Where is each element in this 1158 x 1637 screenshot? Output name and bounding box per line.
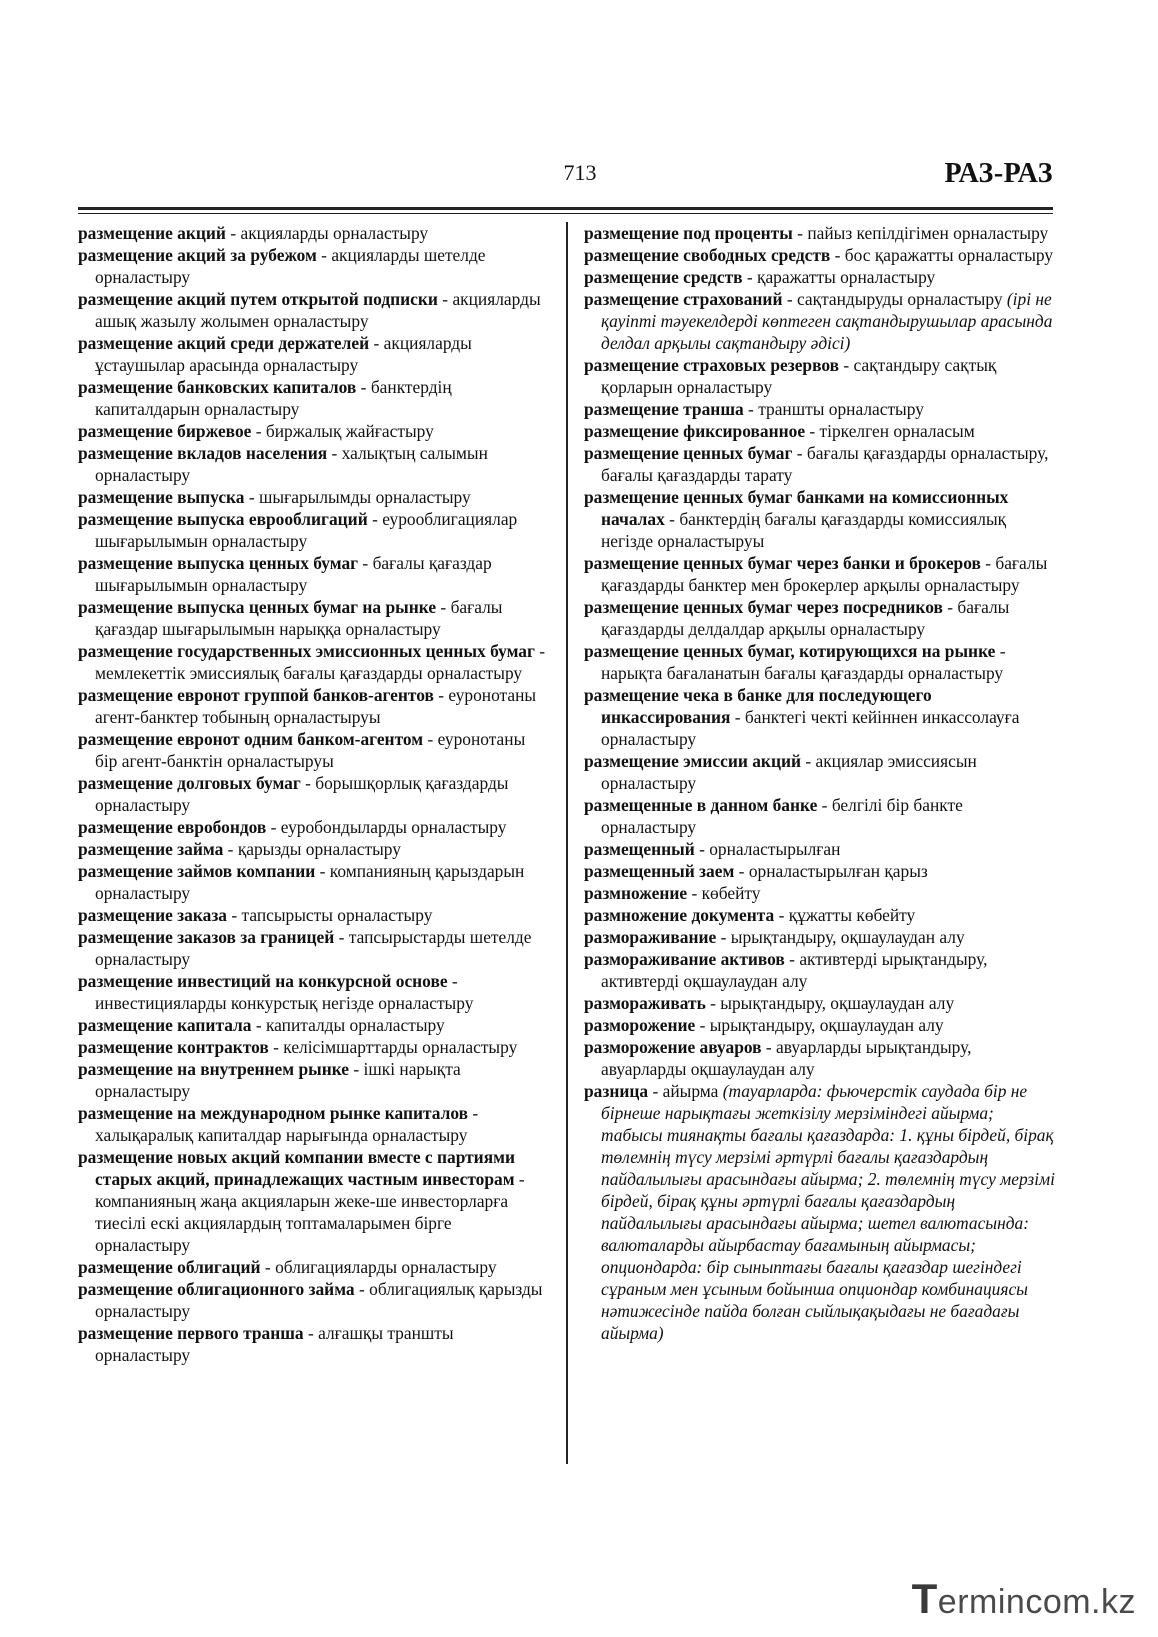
dictionary-entry: размещение заказа - тапсырысты орналастыру xyxy=(78,905,433,925)
entry-term: разница xyxy=(584,1081,649,1101)
entry-term: размещение заказа xyxy=(78,905,228,925)
dictionary-entry: размещение выпуска еврооблигаций - еурооблигациялар шығарылымын орналастыру xyxy=(78,509,518,551)
header-rule-thick xyxy=(78,207,1053,210)
dictionary-entry: размещение новых акций компании вместе с партиями старых акций, принадлежащих частным инвесторам - компанияның жаңа акцияларын жеке-ше инвесторларға тиесілі ескі акциялардың топтамаларымен бірге орналастыру xyxy=(78,1147,525,1255)
entry-definition: еурооблигациялар шығарылымын орналастыру xyxy=(95,509,518,551)
dictionary-entry: размещение акций - акцияларды орналастыру xyxy=(78,223,429,243)
entry-definition: авуарларды ырықтандыру, авуарларды оқшаулаудан алу xyxy=(601,1037,972,1079)
entry-definition: нарықта бағаланатын бағалы қағаздарды орналастыру xyxy=(601,663,1004,683)
entry-definition: алғашқы траншты орналастыру xyxy=(95,1323,454,1365)
entry-term: размещение выпуска ценных бумаг xyxy=(78,553,359,573)
entry-term: размещение займа xyxy=(78,839,224,859)
entry-definition: орналастырылған қарыз xyxy=(748,861,928,881)
dictionary-entry: размещение ценных бумаг, котирующихся на рынке - нарықта бағаланатын бағалы қағаздарды орналастыру xyxy=(584,641,1006,683)
entry-term: размещение акций путем открытой подписки xyxy=(78,289,438,309)
entry-term: разморожение xyxy=(584,1015,696,1035)
dictionary-entry: разморожение авуаров - авуарларды ырықтандыру, авуарларды оқшаулаудан алу xyxy=(584,1037,972,1079)
entry-term: размещенный заем xyxy=(584,861,735,881)
entry-definition: көбейту xyxy=(701,883,761,903)
entry-term: размещение займов компании xyxy=(78,861,316,881)
entry-term: размещение свободных средств xyxy=(584,245,831,265)
entry-definition: ырықтандыру, оқшаулаудан алу xyxy=(720,993,955,1013)
dictionary-entry: размещение займов компании - компанияның қарыздарын орналастыру xyxy=(78,861,525,903)
header-rule-thin xyxy=(78,213,1053,214)
dictionary-entry: размораживать - ырықтандыру, оқшаулаудан алу xyxy=(584,993,955,1013)
entry-definition: еуробондыларды орналастыру xyxy=(280,817,507,837)
dictionary-entry: размещение страхований - сақтандыруды орналастыру (ірі не қауіпті тәуекелдерді көптеген сақтандырушылар арасында делдал арқылы сақтандыру әдісі) xyxy=(584,289,1053,353)
entry-definition: капиталды орналастыру xyxy=(266,1015,445,1035)
dictionary-entry: размещение займа - қарызды орналастыру xyxy=(78,839,401,859)
entry-definition: орналастырылған xyxy=(709,839,841,859)
entry-term: размещенные в данном банке xyxy=(584,795,818,815)
entry-definition: бағалы қағаздарды банктер мен брокерлер арқылы орналастыру xyxy=(601,553,1048,595)
entry-definition: банктердің капиталдарын орналастыру xyxy=(95,377,452,419)
dictionary-entry: размещение ценных бумаг банками на комиссионных началах - банктердің бағалы қағаздарды комиссиялық негізде орналастыруы xyxy=(584,487,1009,551)
dictionary-entry: размещение вкладов населения - халықтың салымын орналастыру xyxy=(78,443,488,485)
dictionary-entry: размещение государственных эмиссионных ценных бумаг - мемлекеттік эмиссиялық бағалы қағаздарды орналастыру xyxy=(78,641,546,683)
entry-definition: банктегі чекті кейіннен инкассолауға орналастыру xyxy=(601,707,1020,749)
dictionary-entry: размещение фиксированное - тіркелген орналасым xyxy=(584,421,975,441)
dictionary-entry: размещение долговых бумаг - борышқорлық қағаздарды орналастыру xyxy=(78,773,509,815)
dictionary-entry: размещение чека в банке для последующего инкассирования - банктегі чекті кейіннен инкассолауға орналастыру xyxy=(584,685,1020,749)
entry-definition: мемлекеттік эмиссиялық бағалы қағаздарды орналастыру xyxy=(95,663,523,683)
dictionary-entry: размораживание активов - активтерді ырықтандыру, активтерді оқшаулаудан алу xyxy=(584,949,988,991)
entry-definition: келісімшарттарды орналастыру xyxy=(283,1037,518,1057)
entry-definition: ішкі нарықта орналастыру xyxy=(95,1059,461,1101)
entry-term: размещение на внутреннем рынке xyxy=(78,1059,350,1079)
entry-term: размещение акций среди держателей xyxy=(78,333,370,353)
entry-definition: сақтандыруды орналастыру xyxy=(796,289,1003,309)
dictionary-entry: размещение облигаций - облигацияларды орналастыру xyxy=(78,1257,497,1277)
dictionary-entry: размещение биржевое - биржалық жайғастыру xyxy=(78,421,434,441)
entry-term: размораживание xyxy=(584,927,717,947)
dictionary-entry: размещение свободных средств - бос қаражатты орналастыру xyxy=(584,245,1054,265)
dictionary-entry: размещение выпуска - шығарылымды орналастыру xyxy=(78,487,471,507)
entry-term: размещение капитала xyxy=(78,1015,252,1035)
dictionary-entry: размещение под проценты - пайыз кепілдігімен орналастыру xyxy=(584,223,1049,243)
logo-text: ermincom.kz xyxy=(937,1583,1136,1621)
entry-definition: бағалы қағаздар шығарылымын нарыққа орналастыру xyxy=(95,597,503,639)
entry-definition: облигацияларды орналастыру xyxy=(275,1257,497,1277)
dictionary-entry: размножение документа - құжатты көбейту xyxy=(584,905,916,925)
dictionary-entry: размещение ценных бумаг через посредников - бағалы қағаздарды делдалдар арқылы орналастыру xyxy=(584,597,1010,639)
dictionary-entry: размещение страховых резервов - сақтандыру сақтық қорларын орналастыру xyxy=(584,355,997,397)
dictionary-entry: разница - айырма (тауарларда: фьючерстік саудада бір не бірнеше нарықтағы жеткізілу мерзіміндегі айырма; табысы тиянақты бағалы қағаздарда: 1. құны бірдей, бірақ төлемнің түсу мерзімі әртүрлі бағалы қағаздардың пайдалылығы арасындағы айырма; 2. төлемнің түсу мерзімі бірдей, бірақ құны әртүрлі бағалы қағаздардың пайдалылығы арасындағы айырма; шетел валютасында: валюталарды айырбастау бағамының айырмасы; опциондарда: бір сыныптағы бағалы қағаздар шегіндегі сұраным мен ұсыным бойынша опциондар комбинациясы нәтижесінде пайда болған сыйлықақыдағы не бағадағы айырма) xyxy=(584,1081,1055,1343)
entry-definition: траншты орналастыру xyxy=(758,399,924,419)
dictionary-entry: размещение облигационного займа - облигациялық қарызды орналастыру xyxy=(78,1279,543,1321)
entry-definition: биржалық жайғастыру xyxy=(265,421,434,441)
entry-term: размещение ценных бумаг через банки и брокеров xyxy=(584,553,981,573)
entry-definition: халықаралық капиталдар нарығында орналастыру xyxy=(95,1125,468,1145)
entry-term: размножение xyxy=(584,883,688,903)
entry-definition: тапсырысты орналастыру xyxy=(241,905,433,925)
entry-definition: тапсырыстарды шетелде орналастыру xyxy=(95,927,532,969)
entry-definition: еуронотаны агент-банктер тобының орналастыруы xyxy=(95,685,537,727)
entry-term: размещение первого транша xyxy=(78,1323,304,1343)
entry-term: размещение вкладов населения xyxy=(78,443,328,463)
entry-term: размещение ценных бумаг, котирующихся на рынке xyxy=(584,641,996,661)
entry-term: размещение контрактов xyxy=(78,1037,269,1057)
entry-term: размещение ценных бумаг xyxy=(584,443,793,463)
entry-definition: компанияның жаңа акцияларын жеке-ше инвесторларға тиесілі ескі акциялардың топтамаларымен бірге орналастыру xyxy=(95,1191,509,1255)
dictionary-entry: размещение евронот группой банков-агентов - еуронотаны агент-банктер тобының орналастыруы xyxy=(78,685,537,727)
dictionary-entry: размещение акций среди держателей - акцияларды ұстаушылар арасында орналастыру xyxy=(78,333,472,375)
entry-definition: қаражатты орналастыру xyxy=(757,267,936,287)
dictionary-entry: размещение евробондов - еуробондыларды орналастыру xyxy=(78,817,507,837)
entry-term: размещение транша xyxy=(584,399,744,419)
dictionary-entry: размещение капитала - капиталды орналастыру xyxy=(78,1015,445,1035)
entry-term: размораживание активов xyxy=(584,949,785,969)
left-column xyxy=(78,222,548,1366)
dictionary-entry: размещение на внутреннем рынке - ішкі нарықта орналастыру xyxy=(78,1059,461,1101)
entry-term: размещение чека в банке для последующего инкассирования xyxy=(584,685,932,727)
entry-definition: бағалы қағаздарды делдалдар арқылы орналастыру xyxy=(601,597,1010,639)
entry-term: размещение облигационного займа xyxy=(78,1279,355,1299)
dictionary-entry: размещение ценных бумаг через банки и брокеров - бағалы қағаздарды банктер мен брокерлер арқылы орналастыру xyxy=(584,553,1048,595)
entry-term: размещение эмиссии акций xyxy=(584,751,802,771)
entry-definition: ырықтандыру, оқшаулаудан алу xyxy=(709,1015,944,1035)
entry-term: разморожение авуаров xyxy=(584,1037,762,1057)
entry-definition: бағалы қағаздарды орналастыру, бағалы қағаздарды тарату xyxy=(601,443,1049,485)
entry-term: размещение акций за рубежом xyxy=(78,245,317,265)
entry-term: размораживать xyxy=(584,993,706,1013)
entry-definition: сақтандыру сақтық қорларын орналастыру xyxy=(601,355,997,397)
dictionary-entry: размножение - көбейту xyxy=(584,883,761,903)
dictionary-entry: размещение первого транша - алғашқы траншты орналастыру xyxy=(78,1323,454,1365)
dictionary-entry: размещение инвестиций на конкурсной основе - инвестицияларды конкурстық негізде орналастыру xyxy=(78,971,474,1013)
dictionary-entry: размещение выпуска ценных бумаг - бағалы қағаздар шығарылымын орналастыру xyxy=(78,553,492,595)
entry-term: размещение инвестиций на конкурсной основе xyxy=(78,971,448,991)
dictionary-entry: размещение евронот одним банком-агентом - еуронотаны бір агент-банктін орналастыруы xyxy=(78,729,526,771)
column-divider xyxy=(566,222,568,1464)
entry-term: размещение евронот группой банков-агентов xyxy=(78,685,434,705)
entry-definition: қарызды орналастыру xyxy=(237,839,401,859)
entry-definition: акцияларды орналастыру xyxy=(240,223,429,243)
entry-definition: компанияның қарыздарын орналастыру xyxy=(95,861,525,903)
dictionary-entry: размещенные в данном банке - белгілі бір банкте орналастыру xyxy=(584,795,963,837)
entry-definition: акцияларды шетелде орналастыру xyxy=(95,245,486,287)
right-column xyxy=(584,222,1058,1344)
entry-definition: пайыз кепілдігімен орналастыру xyxy=(807,223,1049,243)
entry-definition: акцияларды ұстаушылар арасында орналастыру xyxy=(95,333,472,375)
entry-definition: активтерді ырықтандыру, активтерді оқшаулаудан алу xyxy=(601,949,988,991)
dictionary-entry: разморожение - ырықтандыру, оқшаулаудан алу xyxy=(584,1015,944,1035)
dictionary-entry: размещение заказов за границей - тапсырыстарды шетелде орналастыру xyxy=(78,927,532,969)
entry-term: размещение облигаций xyxy=(78,1257,261,1277)
entry-term: размещение средств xyxy=(584,267,743,287)
entry-term: размещение на международном рынке капиталов xyxy=(78,1103,469,1123)
entry-definition: айырма xyxy=(662,1081,719,1101)
dictionary-entry: размещение на международном рынке капиталов - халықаралық капиталдар нарығында орналастыру xyxy=(78,1103,479,1145)
entry-term: размещение страховых резервов xyxy=(584,355,840,375)
dictionary-entry: размещение эмиссии акций - акциялар эмиссиясын орналастыру xyxy=(584,751,977,793)
dictionary-entry: размещение акций путем открытой подписки - акцияларды ашық жазылу жолымен орналастыру xyxy=(78,289,541,331)
dictionary-entry: размораживание - ырықтандыру, оқшаулаудан алу xyxy=(584,927,965,947)
entry-definition: акцияларды ашық жазылу жолымен орналастыру xyxy=(95,289,541,331)
entry-definition: акциялар эмиссиясын орналастыру xyxy=(601,751,977,793)
entry-term: размещение заказов за границей xyxy=(78,927,335,947)
entry-term: размещение биржевое xyxy=(78,421,252,441)
dictionary-entry: размещение акций за рубежом - акцияларды шетелде орналастыру xyxy=(78,245,486,287)
entry-definition: бағалы қағаздар шығарылымын орналастыру xyxy=(95,553,492,595)
entry-definition: белгілі бір банкте орналастыру xyxy=(601,795,963,837)
entry-term: размещенный xyxy=(584,839,695,859)
site-logo xyxy=(912,1575,1136,1623)
entry-term: размножение документа xyxy=(584,905,775,925)
entry-definition: инвестицияларды конкурстық негізде орналастыру xyxy=(95,993,474,1013)
entry-term: размещение новых акций компании вместе с партиями старых акций, принадлежащих частным инвесторам xyxy=(78,1147,515,1189)
entry-term: размещение банковских капиталов xyxy=(78,377,357,397)
entry-definition: халықтың салымын орналастыру xyxy=(95,443,488,485)
entry-term: размещение акций xyxy=(78,223,226,243)
entry-term: размещение ценных бумаг через посредников xyxy=(584,597,943,617)
entry-term: размещение выпуска ценных бумаг на рынке xyxy=(78,597,437,617)
dictionary-entry: размещение транша - траншты орналастыру xyxy=(584,399,924,419)
entry-note: (тауарларда: фьючерстік саудада бір не бірнеше нарықтағы жеткізілу мерзіміндегі айырма; табысы тиянақты бағалы қағаздарда: 1. құны бірдей, бірақ төлемнің түсу мерзімі әртүрлі бағалы қағаздардың пайдалылығы арасындағы айырма; 2. төлемнің түсу мерзімі бірдей, бірақ құны әртүрлі бағалы қағаздардың пайдалылығы арасындағы айырма; шетел валютасында: валюталарды айырбастау бағамының айырмасы; опциондарда: бір сыныптағы бағалы қағаздар шегіндегі сұраным мен ұсыным бойынша опциондар комбинациясы нәтижесінде пайда болған сыйлықақыдағы не бағадағы айырма) xyxy=(601,1081,1055,1343)
entry-note: (ірі не қауіпті тәуекелдерді көптеген сақтандырушылар арасында делдал арқылы сақтандыру әдісі) xyxy=(601,289,1053,353)
dictionary-entry: размещенный заем - орналастырылған қарыз xyxy=(584,861,928,881)
entry-definition: шығарылымды орналастыру xyxy=(259,487,471,507)
entry-definition: құжатты көбейту xyxy=(788,905,916,925)
dictionary-entry: размещение контрактов - келісімшарттарды орналастыру xyxy=(78,1037,518,1057)
entry-definition: бос қаражатты орналастыру xyxy=(844,245,1054,265)
page-number: 713 xyxy=(563,160,597,185)
entry-definition: борышқорлық қағаздарды орналастыру xyxy=(95,773,509,815)
entry-term: размещение ценных бумаг банками на комиссионных началах xyxy=(584,487,1009,529)
entry-definition: ырықтандыру, оқшаулаудан алу xyxy=(730,927,965,947)
entry-term: размещение выпуска еврооблигаций xyxy=(78,509,368,529)
entry-term: размещение выпуска xyxy=(78,487,245,507)
entry-definition: облигациялық қарызды орналастыру xyxy=(95,1279,543,1321)
entry-definition: банктердің бағалы қағаздарды комиссиялық негізде орналастыруы xyxy=(601,509,1007,551)
dictionary-entry: размещение ценных бумаг - бағалы қағаздарды орналастыру, бағалы қағаздарды тарату xyxy=(584,443,1049,485)
dictionary-entry: размещенный - орналастырылған xyxy=(584,839,841,859)
entry-term: размещение долговых бумаг xyxy=(78,773,301,793)
entry-term: размещение евронот одним банком-агентом xyxy=(78,729,424,749)
running-head: РАЗ-РАЗ xyxy=(944,158,1053,189)
entry-term: размещение евробондов xyxy=(78,817,267,837)
entry-definition: тіркелген орналасым xyxy=(819,421,975,441)
entry-term: размещение государственных эмиссионных ценных бумаг xyxy=(78,641,535,661)
entry-term: размещение под проценты xyxy=(584,223,793,243)
entry-term: размещение фиксированное xyxy=(584,421,806,441)
dictionary-entry: размещение банковских капиталов - банктердің капиталдарын орналастыру xyxy=(78,377,452,419)
dictionary-entry: размещение выпуска ценных бумаг на рынке - бағалы қағаздар шығарылымын нарыққа орналастыру xyxy=(78,597,503,639)
entry-definition: еуронотаны бір агент-банктін орналастыруы xyxy=(95,729,526,771)
entry-term: размещение страхований xyxy=(584,289,783,309)
logo-big-letter: T xyxy=(911,1575,938,1622)
dictionary-entry: размещение средств - қаражатты орналастыру xyxy=(584,267,936,287)
